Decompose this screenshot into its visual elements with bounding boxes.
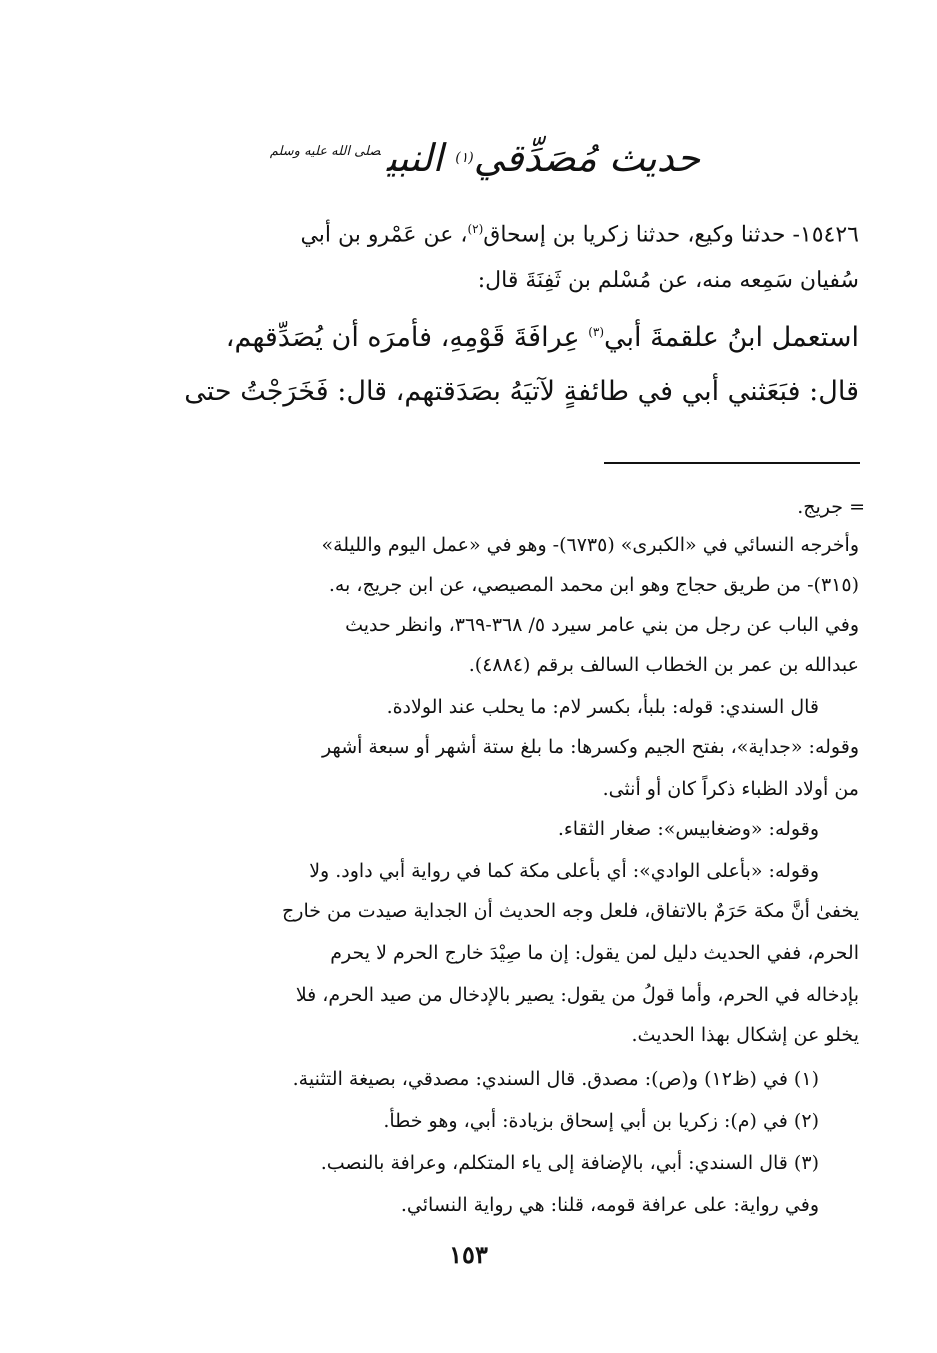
hadith-line-3a: استعمل ابنُ علقمةَ أبي	[604, 322, 859, 353]
footnote-3: (٣) قال السندي: أبي، بالإضافة إلى ياء المتكلم، وعرافة بالنصب.	[320, 1152, 819, 1174]
honorific: صلى الله عليه وسلم	[269, 144, 381, 159]
note-line: وقوله: «وضغابيس»: صغار الثقاء.	[557, 818, 819, 840]
footnote-separator	[604, 462, 860, 464]
note-line: (٣١٥)- من طريق حجاج وهو ابن محمد المصيصي، عن ابن جريج، به.	[328, 574, 859, 596]
hadith-footnote-ref-3: (٣)	[588, 325, 605, 339]
hadith-footnote-ref-2: (٢)	[467, 222, 484, 236]
note-line: الحرم، ففي الحديث دليل لمن يقول: إن ما صِيْدَ خارج الحرم لا يحرم	[330, 942, 859, 964]
hadith-line-3	[226, 322, 859, 353]
note-line: وفي الباب عن رجل من بني عامر سيرد ٥/ ٣٦٨-٣٦٩، وانظر حديث	[345, 614, 859, 636]
note-line: وقوله: «بأعلى الوادي»: أي بأعلى مكة كما في رواية أبي داود. ولا	[309, 860, 819, 882]
hadith-line-1b: ، عن عَمْرو بن أبي	[300, 222, 468, 248]
note-line: وقوله: «جداية»، بفتح الجيم وكسرها: ما بلغ ستة أشهر أو سبعة أشهر	[321, 736, 859, 758]
hadith-line-1a: ١٥٤٢٦- حدثنا وكيع، حدثنا زكريا بن إسحاق	[483, 222, 859, 248]
heading-footnote-ref: (١)	[455, 150, 474, 166]
note-line: وأخرجه النسائي في «الكبرى» (٦٧٣٥)- وهو في «عمل اليوم والليلة»	[321, 534, 859, 556]
footnote-1: (١) في (ظ١٢) و(ص): مصدق. قال السندي: مصدقي، بصيغة التثنية.	[292, 1068, 819, 1090]
note-line: بإدخاله في الحرم، وأما قولُ من يقول: يصير بالإدخال من صيد الحرم، فلا	[295, 984, 859, 1006]
page-number: ١٥٣	[449, 1240, 488, 1269]
note-line: = جريج.	[797, 496, 865, 518]
note-line: قال السندي: قوله: بلبأ، بكسر لام: ما يحلب عند الولادة.	[386, 696, 819, 718]
hadith-line-4: قال: فبَعَثني أبي في طائفةٍ لآتيَهُ بصَدَقتهم، قال: فَخَرَجْتُ حتى	[184, 376, 859, 407]
hadith-line-3b: عِرافَةَ قَوْمِهِ، فأمرَه أن يُصَدِّقهم،	[225, 322, 589, 353]
heading-title: حديث مُصَدِّقي	[473, 136, 701, 180]
note-line: من أولاد الظباء ذكراً كان أو أنثى.	[602, 778, 859, 800]
footnote-2: (٢) في (م): زكريا بن أبي إسحاق بزيادة: أبي، وهو خطأ.	[383, 1110, 819, 1132]
heading-title-prophet: النبي	[386, 136, 444, 180]
hadith-line-1	[300, 222, 859, 247]
hadith-line-2: سُفيان سَمِعه منه، عن مُسْلم بن ثَفِنَةَ قال:	[477, 268, 859, 293]
note-line: عبدالله بن عمر بن الخطاب السالف برقم (٤٨٨٤).	[468, 654, 859, 676]
note-line: يخفىٰ أنَّ مكة حَرَمٌ بالاتفاق، فلعل وجه الحديث أن الجداية صيدت من خارج	[282, 900, 859, 922]
section-heading	[250, 128, 720, 188]
footnote-3-continuation: وفي رواية: على عرافة قومه، قلنا: هي رواية النسائي.	[400, 1194, 819, 1216]
note-line: يخلو عن إشكال بهذا الحديث.	[631, 1024, 859, 1046]
